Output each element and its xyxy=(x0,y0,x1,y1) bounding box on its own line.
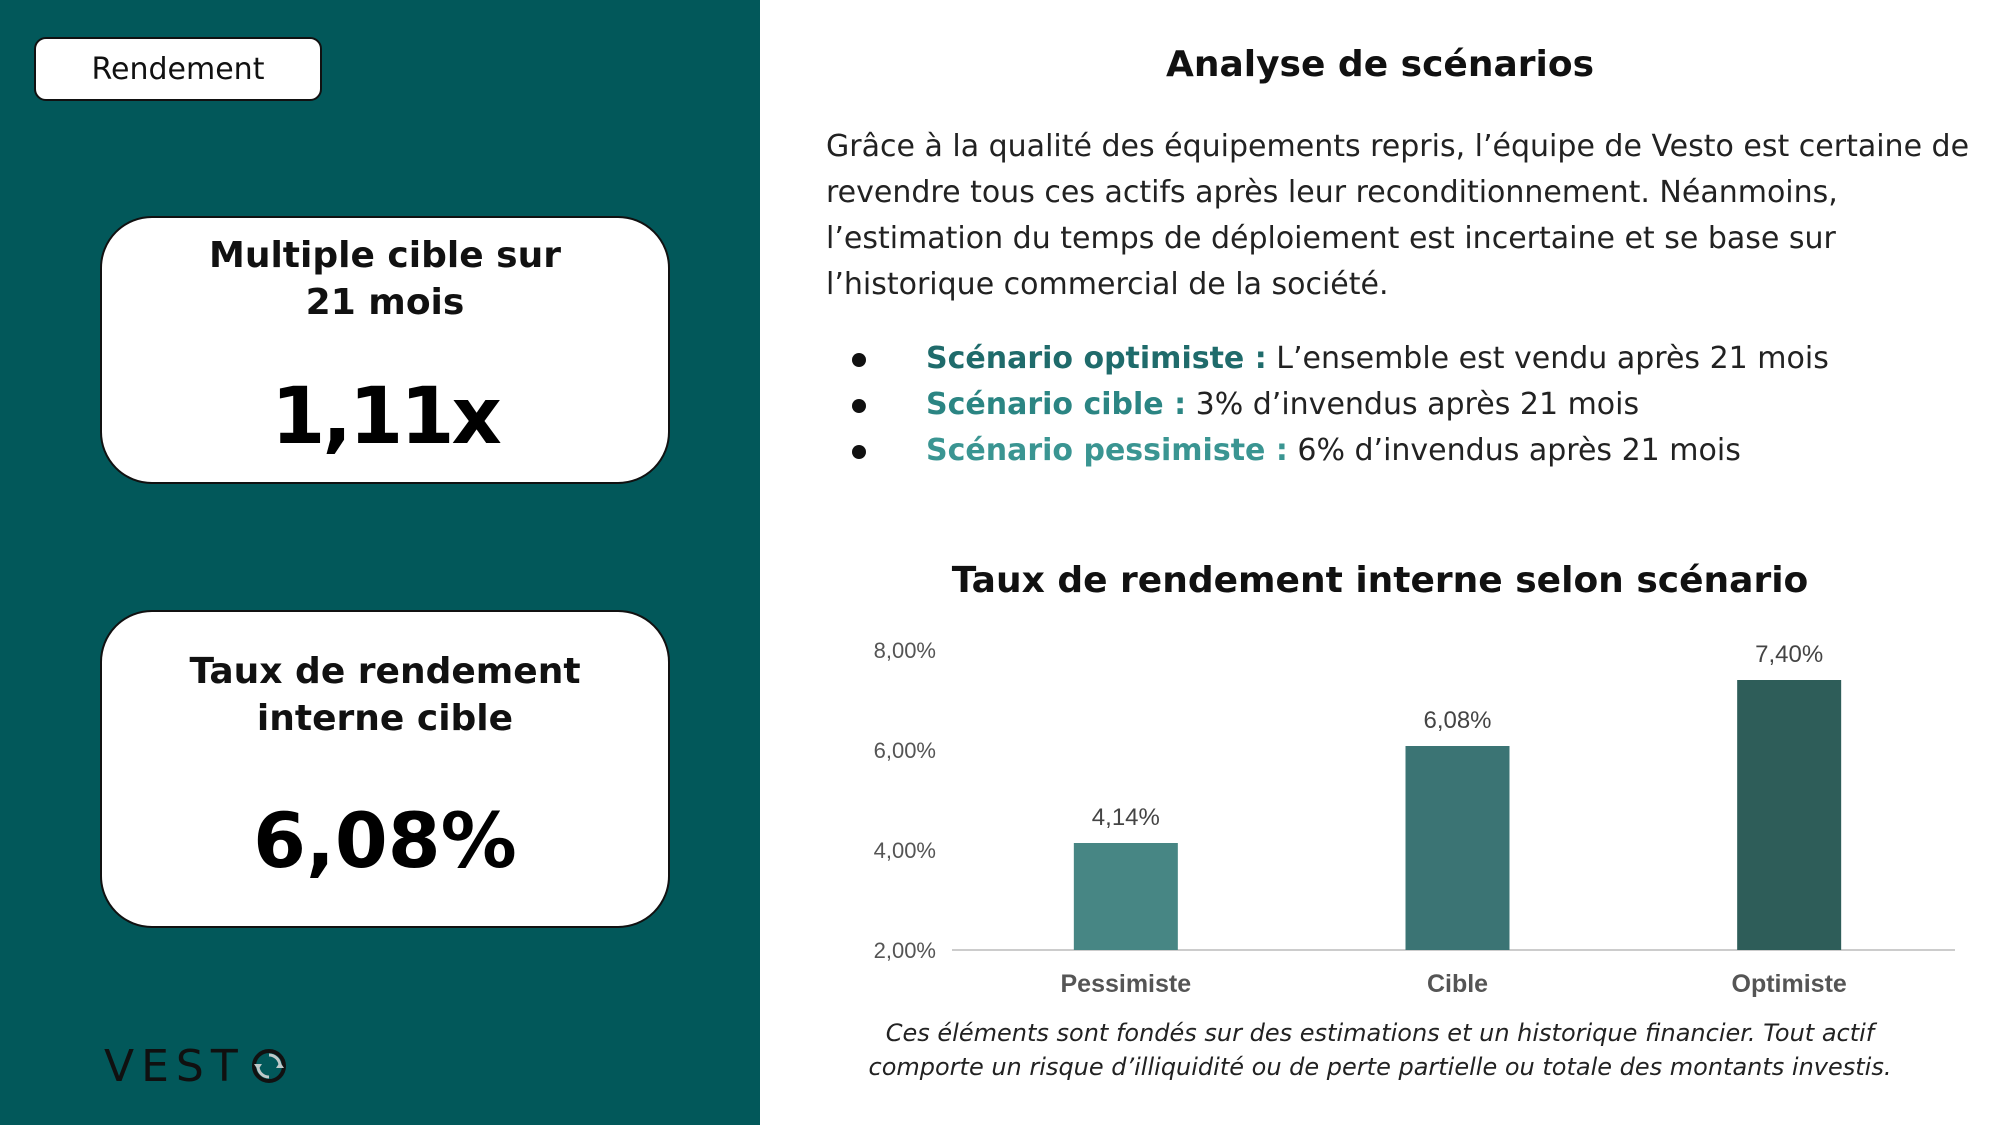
y-tick-label: 2,00% xyxy=(873,938,936,963)
x-tick-label: Pessimiste xyxy=(1060,970,1192,998)
multiple-card xyxy=(100,216,670,484)
multiple-card-label-line1: Multiple cible sur xyxy=(209,235,561,276)
scenario-list xyxy=(852,336,1972,474)
bar-optimiste xyxy=(1737,680,1841,950)
right-panel xyxy=(760,0,2000,1125)
irr-card-value: 6,08% xyxy=(253,796,517,885)
left-panel xyxy=(0,0,760,1125)
x-tick-label: Optimiste xyxy=(1731,970,1847,998)
irr-card-label-line1: Taux de rendement xyxy=(189,651,581,692)
bullet-dot xyxy=(852,353,866,367)
irr-bar-chart xyxy=(760,620,2000,1010)
list-item-pessimiste xyxy=(852,428,1972,474)
logo-text: VEST xyxy=(104,1040,245,1092)
vesto-logo xyxy=(104,1040,291,1092)
scenario-text: L’ensemble est vendu après 21 mois xyxy=(1266,341,1829,376)
x-tick-label: Cible xyxy=(1426,970,1489,998)
page-title: Analyse de scénarios xyxy=(1165,44,1595,85)
recycle-circle-icon xyxy=(247,1044,291,1088)
y-tick-label: 4,00% xyxy=(873,838,936,863)
list-item-optimiste xyxy=(852,336,1972,382)
chart-title: Taux de rendement interne selon scénario xyxy=(951,560,1809,601)
multiple-card-value: 1,11x xyxy=(271,372,499,462)
data-label: 7,40% xyxy=(1755,641,1824,668)
scenario-label: Scénario pessimiste : xyxy=(926,433,1288,468)
bar-pessimiste xyxy=(1074,843,1178,950)
section-tag: Rendement xyxy=(34,37,322,101)
data-label: 4,14% xyxy=(1091,804,1160,831)
scenario-label: Scénario optimiste : xyxy=(926,341,1267,376)
bar-cible xyxy=(1406,746,1510,950)
scenario-text: 3% d’invendus après 21 mois xyxy=(1186,387,1640,422)
list-item-cible xyxy=(852,382,1972,428)
disclaimer-line2: comporte un risque d’illiquidité ou de perte partielle ou totale des montants investis. xyxy=(868,1053,1892,1081)
disclaimer-line1: Ces éléments sont fondés sur des estimations et un historique financier. Tout actif xyxy=(885,1019,1875,1047)
multiple-card-label-line2: 21 mois xyxy=(305,282,465,323)
irr-card xyxy=(100,610,670,928)
y-tick-label: 6,00% xyxy=(873,738,936,763)
disclaimer xyxy=(760,1016,2000,1084)
multiple-card-label xyxy=(102,232,668,326)
data-label: 6,08% xyxy=(1423,707,1492,734)
scenario-label: Scénario cible : xyxy=(926,387,1187,422)
y-tick-label: 8,00% xyxy=(873,638,936,663)
scenario-text: 6% d’invendus après 21 mois xyxy=(1287,433,1741,468)
intro-paragraph: Grâce à la qualité des équipements repris, l’équipe de Vesto est certaine de revendre tous ces actifs après leur reconditionnement. Néanmoins, l’estimation du temps de déploiement est incertaine et se base sur l’historique commercial de la société. xyxy=(826,129,1970,302)
irr-card-label xyxy=(102,648,668,742)
irr-card-label-line2: interne cible xyxy=(256,698,514,739)
bullet-dot xyxy=(852,445,866,459)
bullet-dot xyxy=(852,399,866,413)
